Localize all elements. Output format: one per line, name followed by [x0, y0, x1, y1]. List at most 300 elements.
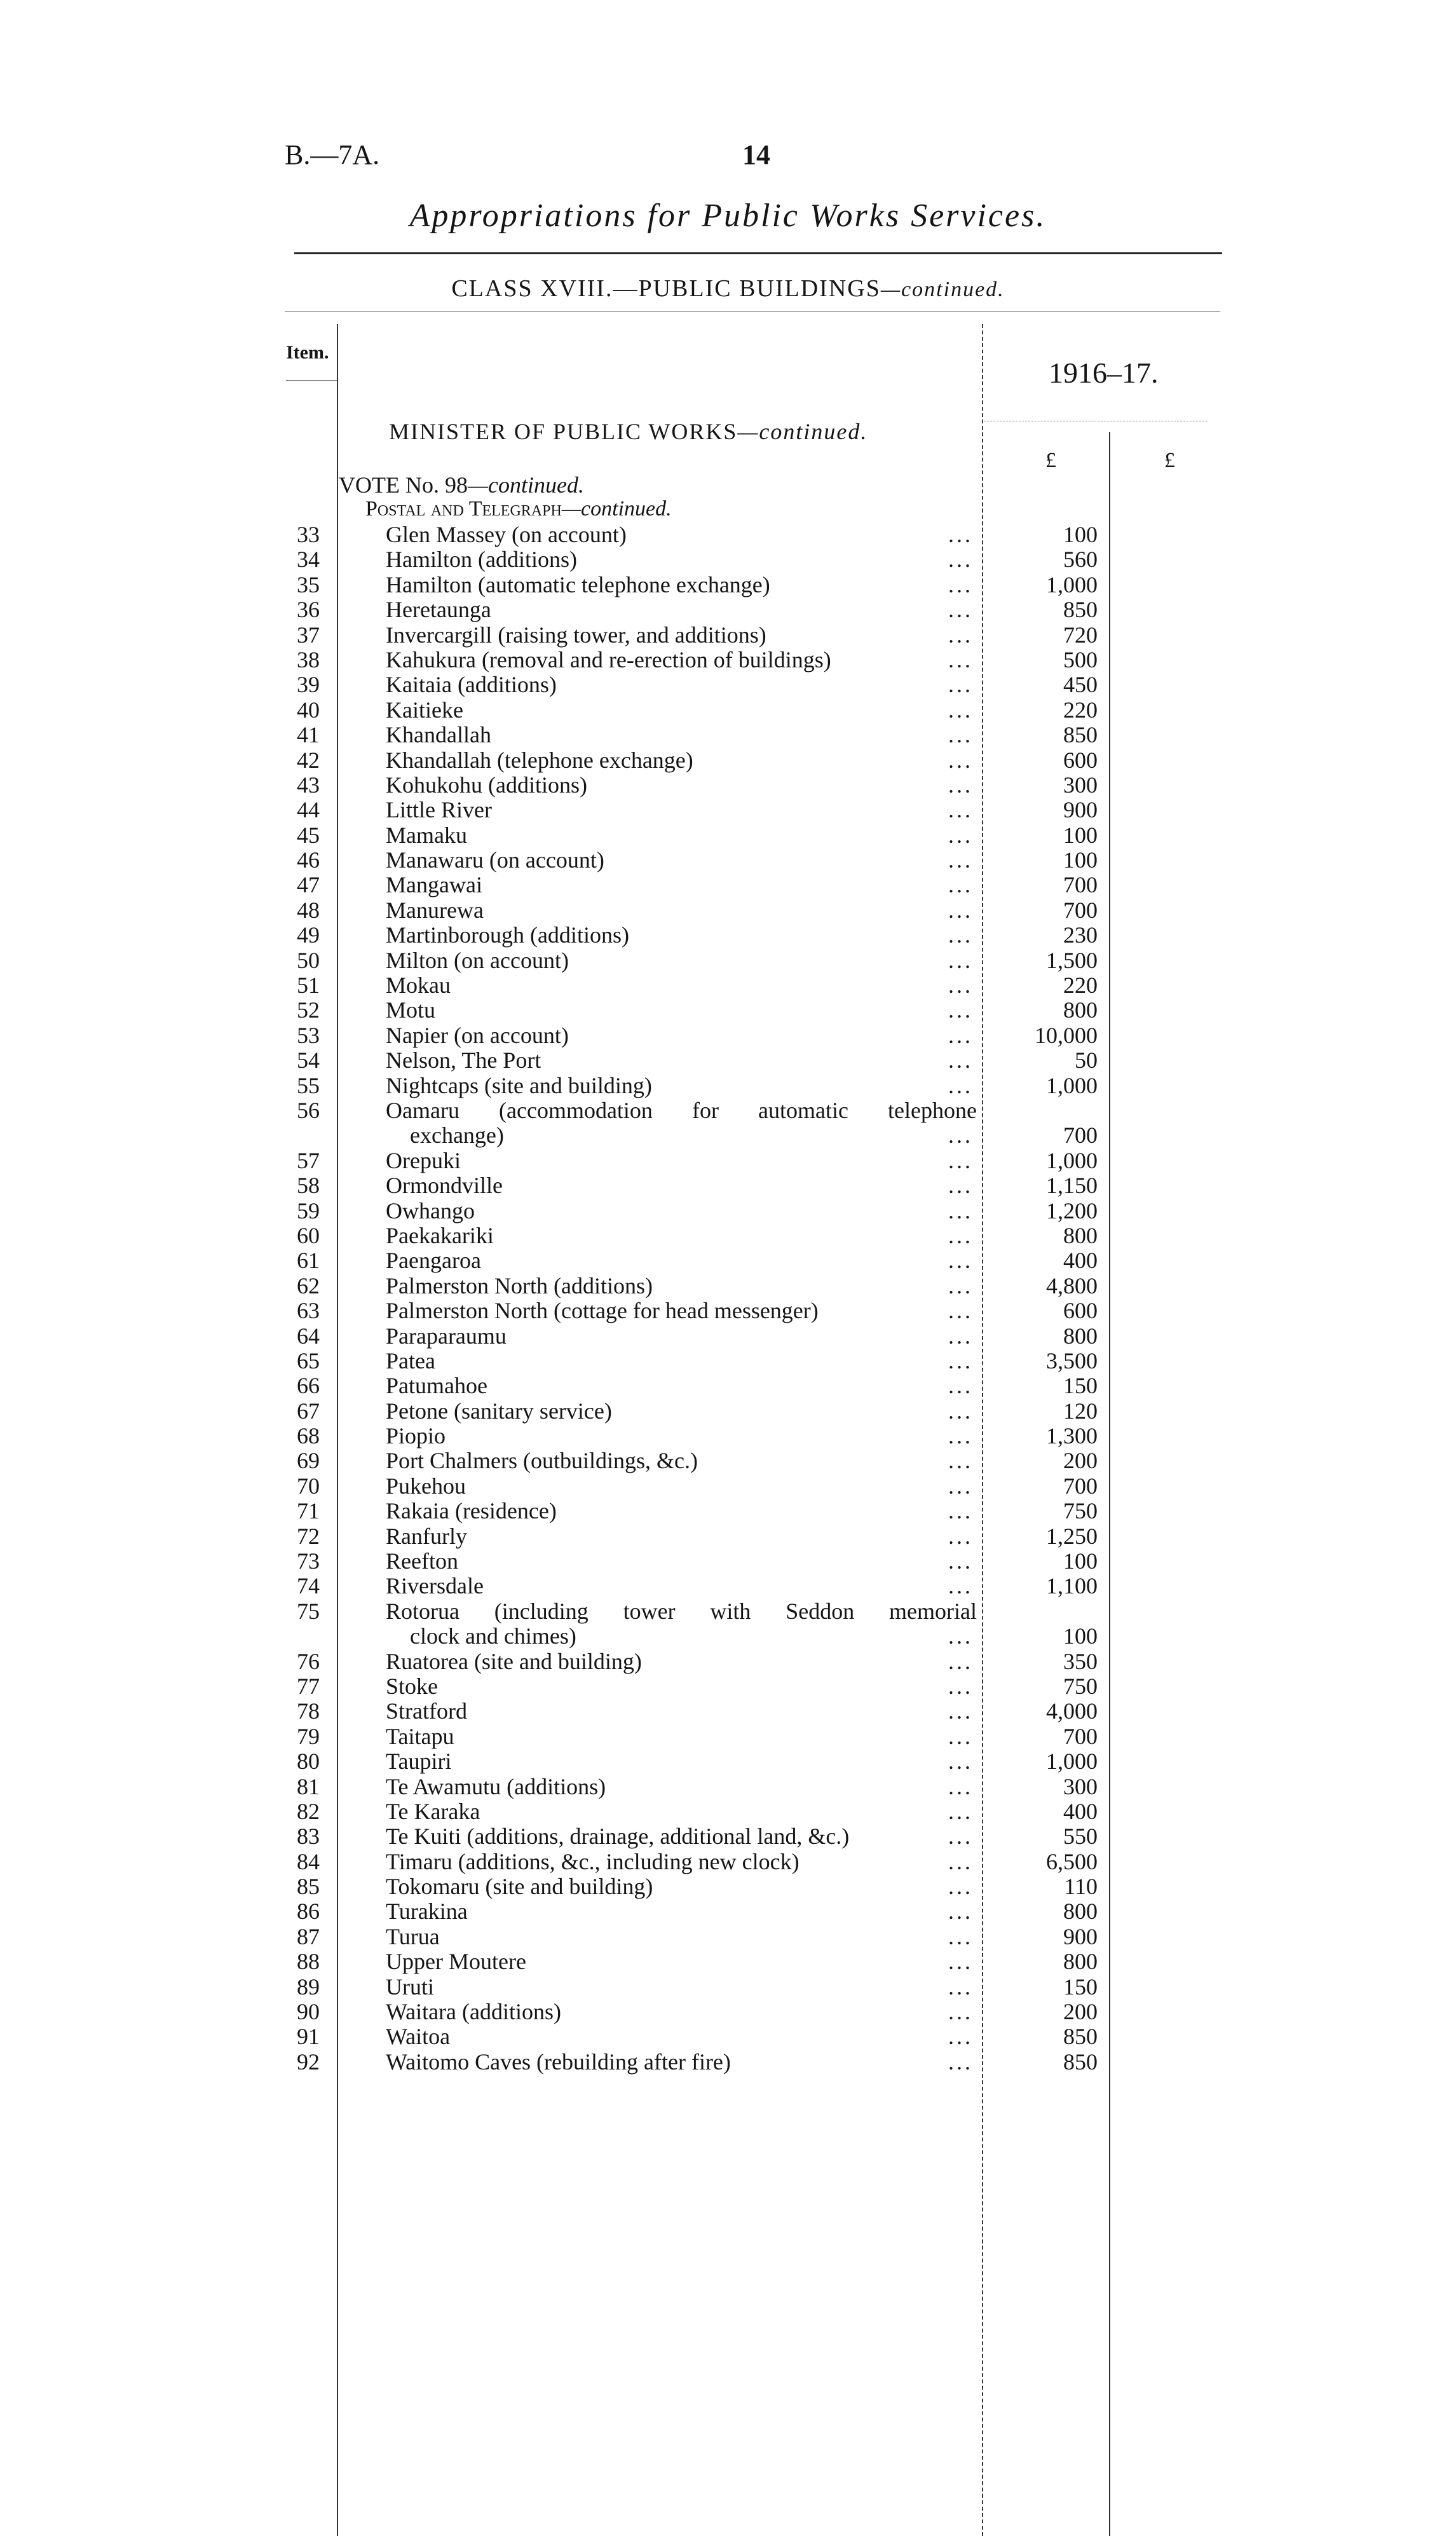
- item-description: Manurewa: [386, 897, 484, 923]
- item-amount: 100: [1063, 1548, 1098, 1574]
- item-amount: 150: [1063, 1373, 1098, 1399]
- table-row-continuation: [0, 1123, 1456, 1148]
- item-amount: 720: [1063, 622, 1098, 648]
- item-number: 83: [297, 1824, 320, 1850]
- item-description: Palmerston North (additions): [386, 1273, 653, 1299]
- item-number: 36: [297, 597, 320, 623]
- leader-dots: ...: [948, 1648, 973, 1674]
- item-amount: 1,250: [1046, 1523, 1098, 1549]
- item-amount: 150: [1063, 1974, 1098, 2000]
- item-description: Martinborough (additions): [386, 923, 629, 948]
- table-row: [0, 1524, 1456, 1549]
- leader-dots: ...: [948, 1523, 973, 1549]
- item-amount: 1,150: [1046, 1173, 1098, 1199]
- item-amount: 700: [1063, 1723, 1098, 1749]
- item-description: Waitomo Caves (rebuilding after fire): [386, 2049, 731, 2075]
- item-number: 66: [297, 1373, 320, 1399]
- document-reference: B.—7A.: [285, 139, 380, 170]
- item-amount: 450: [1063, 672, 1098, 698]
- table-row: [0, 998, 1456, 1023]
- item-amount: 100: [1063, 1623, 1098, 1649]
- item-number: 40: [297, 697, 320, 723]
- leader-dots: ...: [948, 1824, 973, 1850]
- item-number: 72: [297, 1523, 320, 1549]
- item-amount: 700: [1063, 1122, 1098, 1149]
- item-amount: 50: [1075, 1047, 1098, 1074]
- item-number: 81: [297, 1773, 320, 1799]
- leader-dots: ...: [948, 1147, 973, 1173]
- table-row: [0, 1599, 1456, 1624]
- item-number: 74: [297, 1573, 320, 1599]
- item-description: Upper Moutere: [386, 1949, 526, 1975]
- item-number: 35: [297, 571, 320, 597]
- item-description: Taitapu: [386, 1724, 454, 1749]
- leader-dots: ...: [948, 1448, 973, 1474]
- item-number: 44: [297, 797, 320, 823]
- leader-dots: ...: [948, 1923, 973, 1949]
- item-amount: 300: [1063, 772, 1098, 798]
- item-number: 90: [297, 1999, 320, 2025]
- page-title: Appropriations for Public Works Services.: [409, 198, 1047, 234]
- item-amount: 1,000: [1046, 1749, 1098, 1775]
- leader-dots: ...: [948, 1749, 973, 1775]
- leader-dots: ...: [948, 872, 973, 898]
- leader-dots: ...: [948, 772, 973, 798]
- item-number: 50: [297, 947, 320, 973]
- item-description: Stoke: [386, 1674, 439, 1699]
- item-amount: 400: [1063, 1798, 1098, 1824]
- item-amount: 200: [1063, 1448, 1098, 1474]
- item-number: 61: [297, 1248, 320, 1274]
- item-description: Waitara (additions): [386, 2000, 561, 2025]
- table-row: [0, 1324, 1456, 1349]
- item-amount: 1,000: [1046, 1147, 1098, 1173]
- leader-dots: ...: [948, 1798, 973, 1824]
- item-number: 60: [297, 1222, 320, 1248]
- table-row: [0, 823, 1456, 848]
- table-row: [0, 1775, 1456, 1799]
- table-row: [0, 2050, 1456, 2075]
- item-amount: 600: [1063, 1298, 1098, 1324]
- item-number: 76: [297, 1648, 320, 1674]
- table-row: [0, 2024, 1456, 2049]
- item-number: 43: [297, 772, 320, 798]
- item-number: 63: [297, 1298, 320, 1324]
- item-amount: 800: [1063, 1323, 1098, 1349]
- table-row: [0, 1149, 1456, 1173]
- table-row: [0, 798, 1456, 822]
- table-row: [0, 748, 1456, 773]
- item-amount: 10,000: [1035, 1022, 1098, 1048]
- table-row: [0, 1499, 1456, 1524]
- item-description: Waitoa: [386, 2024, 451, 2050]
- item-description: Pukehou: [386, 1473, 466, 1499]
- item-number: 33: [297, 522, 320, 547]
- item-number: 41: [297, 722, 320, 748]
- item-amount: 700: [1063, 872, 1098, 898]
- vote-heading-main: VOTE No. 98: [339, 472, 468, 498]
- item-amount: 850: [1063, 722, 1098, 748]
- item-number: 37: [297, 622, 320, 648]
- leader-dots: ...: [948, 1773, 973, 1799]
- leader-dots: ...: [948, 997, 973, 1023]
- appropriation-items-list: [0, 522, 1456, 2075]
- item-number: 89: [297, 1974, 320, 2000]
- item-description: Te Awamutu (additions): [386, 1774, 606, 1799]
- leader-dots: ...: [948, 947, 973, 973]
- table-row: [0, 1074, 1456, 1098]
- item-number: 49: [297, 922, 320, 948]
- item-description: Port Chalmers (outbuildings, &c.): [386, 1449, 698, 1474]
- item-amount: 1,100: [1046, 1573, 1098, 1599]
- item-number: 92: [297, 2049, 320, 2075]
- table-row: [0, 1874, 1456, 1899]
- item-amount: 100: [1063, 822, 1098, 848]
- leader-dots: ...: [948, 1723, 973, 1749]
- item-amount: 1,000: [1046, 571, 1098, 597]
- table-row: [0, 948, 1456, 973]
- leader-dots: ...: [948, 1197, 973, 1224]
- leader-dots: ...: [948, 1498, 973, 1524]
- item-description: Nelson, The Port: [386, 1048, 541, 1074]
- leader-dots: ...: [948, 1248, 973, 1274]
- item-number: 53: [297, 1022, 320, 1048]
- item-number: 75: [297, 1598, 320, 1624]
- item-amount: 800: [1063, 1899, 1098, 1925]
- table-row: [0, 1749, 1456, 1774]
- item-number: 70: [297, 1473, 320, 1499]
- item-amount: 1,500: [1046, 947, 1098, 973]
- leader-dots: ...: [948, 897, 973, 923]
- item-number: 79: [297, 1723, 320, 1749]
- item-number: 68: [297, 1423, 320, 1449]
- item-description: Ruatorea (site and building): [386, 1649, 642, 1674]
- item-description: Kaitieke: [386, 697, 463, 723]
- table-row: [0, 1449, 1456, 1473]
- vote-heading: [339, 472, 584, 498]
- item-amount: 230: [1063, 922, 1098, 948]
- item-amount: 700: [1063, 897, 1098, 923]
- item-number: 64: [297, 1323, 320, 1349]
- item-description: Milton (on account): [386, 948, 569, 973]
- item-amount: 560: [1063, 547, 1098, 573]
- item-number: 52: [297, 997, 320, 1023]
- item-number: 47: [297, 872, 320, 898]
- item-amount: 1,200: [1046, 1197, 1098, 1224]
- item-amount: 3,500: [1046, 1347, 1098, 1374]
- table-row: [0, 1899, 1456, 1924]
- item-amount: 1,000: [1046, 1072, 1098, 1098]
- leader-dots: ...: [948, 1899, 973, 1925]
- table-row: [0, 973, 1456, 998]
- leader-dots: ...: [948, 646, 973, 672]
- table-row: [0, 1674, 1456, 1699]
- leader-dots: ...: [948, 697, 973, 723]
- item-description: Ranfurly: [386, 1524, 467, 1549]
- item-amount: 6,500: [1046, 1848, 1098, 1874]
- leader-dots: ...: [948, 747, 973, 773]
- table-row: [0, 1824, 1456, 1849]
- table-row: [0, 1724, 1456, 1749]
- leader-dots: ...: [948, 1999, 973, 2025]
- item-description: Khandallah (telephone exchange): [386, 747, 693, 773]
- item-description: Patumahoe: [386, 1374, 487, 1399]
- leader-dots: ...: [948, 547, 973, 573]
- item-description: Mangawai: [386, 873, 482, 898]
- item-description-continued: clock and chimes): [410, 1624, 576, 1649]
- item-description-continued: exchange): [410, 1123, 504, 1149]
- item-number: 42: [297, 747, 320, 773]
- item-description: Motu: [386, 998, 436, 1023]
- item-description: Rakaia (residence): [386, 1499, 557, 1524]
- leader-dots: ...: [948, 1623, 973, 1649]
- leader-dots: ...: [948, 1173, 973, 1199]
- item-description: Rotorua (including tower with Seddon memorial: [386, 1599, 977, 1624]
- table-row: [0, 1949, 1456, 1974]
- leader-dots: ...: [948, 622, 973, 648]
- item-description: Patea: [386, 1348, 435, 1374]
- item-amount: 4,800: [1046, 1272, 1098, 1299]
- leader-dots: ...: [948, 1398, 973, 1424]
- item-description: Piopio: [386, 1424, 446, 1449]
- item-amount: 100: [1063, 847, 1098, 873]
- leader-dots: ...: [948, 922, 973, 948]
- item-number: 48: [297, 897, 320, 923]
- table-row: [0, 1048, 1456, 1073]
- table-row: [0, 1850, 1456, 1874]
- item-number: 56: [297, 1097, 320, 1123]
- item-number: 38: [297, 646, 320, 672]
- item-number: 57: [297, 1147, 320, 1173]
- leader-dots: ...: [948, 1072, 973, 1098]
- leader-dots: ...: [948, 1673, 973, 1699]
- leader-dots: ...: [948, 1874, 973, 1900]
- item-description: Nightcaps (site and building): [386, 1073, 652, 1098]
- leader-dots: ...: [948, 797, 973, 823]
- class-heading: [0, 275, 1456, 303]
- leader-dots: ...: [948, 722, 973, 748]
- item-description: Manawaru (on account): [386, 848, 604, 873]
- item-amount: 850: [1063, 597, 1098, 623]
- year-column-header: 1916–17.: [1049, 357, 1159, 389]
- item-number: 71: [297, 1498, 320, 1524]
- class-rule: [285, 311, 1220, 312]
- leader-dots: ...: [948, 822, 973, 848]
- item-description: Kohukohu (additions): [386, 772, 587, 798]
- item-description: Turua: [386, 1924, 440, 1949]
- table-row: [0, 1023, 1456, 1048]
- item-amount: 800: [1063, 997, 1098, 1023]
- leader-dots: ...: [948, 1298, 973, 1324]
- leader-dots: ...: [948, 672, 973, 698]
- table-row: [0, 1098, 1456, 1123]
- item-description: Mamaku: [386, 822, 467, 848]
- item-number: 39: [297, 672, 320, 698]
- item-amount: 900: [1063, 1923, 1098, 1949]
- item-number: 65: [297, 1347, 320, 1374]
- item-description: Hamilton (additions): [386, 547, 577, 573]
- leader-dots: ...: [948, 1347, 973, 1374]
- item-number: 55: [297, 1072, 320, 1098]
- table-row: [0, 1248, 1456, 1273]
- table-row: [0, 623, 1456, 648]
- item-description: Reefton: [386, 1549, 458, 1574]
- table-row: [0, 1224, 1456, 1248]
- leader-dots: ...: [948, 571, 973, 597]
- item-description: Khandallah: [386, 723, 491, 748]
- item-description: Petone (sanitary service): [386, 1398, 612, 1424]
- item-number: 82: [297, 1798, 320, 1824]
- leader-dots: ...: [948, 1573, 973, 1599]
- item-description: Owhango: [386, 1198, 475, 1224]
- leader-dots: ...: [948, 972, 973, 999]
- item-header-rule: [286, 380, 337, 381]
- leader-dots: ...: [948, 1047, 973, 1074]
- item-amount: 220: [1063, 697, 1098, 723]
- item-number: 73: [297, 1548, 320, 1574]
- minister-heading-suffix: —continued.: [737, 419, 868, 444]
- vote-heading-suffix: —continued.: [467, 472, 584, 498]
- item-amount: 900: [1063, 797, 1098, 823]
- table-row: [0, 923, 1456, 948]
- minister-heading: [389, 418, 867, 445]
- leader-dots: ...: [948, 1848, 973, 1874]
- table-row: [0, 1299, 1456, 1323]
- item-amount: 300: [1063, 1773, 1098, 1799]
- item-number: 51: [297, 972, 320, 999]
- table-row-continuation: [0, 1624, 1456, 1649]
- leader-dots: ...: [948, 847, 973, 873]
- table-row: [0, 1474, 1456, 1499]
- item-amount: 400: [1063, 1248, 1098, 1274]
- table-row: [0, 1424, 1456, 1449]
- item-description: Paraparaumu: [386, 1323, 507, 1349]
- item-number: 59: [297, 1197, 320, 1224]
- leader-dots: ...: [948, 597, 973, 623]
- table-row: [0, 1399, 1456, 1424]
- leader-dots: ...: [948, 1473, 973, 1499]
- item-column-header: Item.: [286, 342, 329, 363]
- title-rule: [294, 252, 1222, 254]
- table-row: [0, 848, 1456, 873]
- table-row: [0, 1173, 1456, 1198]
- leader-dots: ...: [948, 1323, 973, 1349]
- item-description: Turakina: [386, 1899, 468, 1925]
- table-row: [0, 1274, 1456, 1299]
- table-row: [0, 547, 1456, 572]
- item-number: 45: [297, 822, 320, 848]
- item-description: Ormondville: [386, 1173, 503, 1199]
- leader-dots: ...: [948, 2049, 973, 2075]
- leader-dots: ...: [948, 1698, 973, 1724]
- item-description: Little River: [386, 798, 492, 823]
- table-row: [0, 573, 1456, 597]
- item-amount: 600: [1063, 747, 1098, 773]
- item-amount: 800: [1063, 1222, 1098, 1248]
- item-number: 80: [297, 1749, 320, 1775]
- page-number: 14: [742, 139, 770, 170]
- leader-dots: ...: [948, 1272, 973, 1299]
- item-description: Stratford: [386, 1699, 467, 1724]
- item-number: 34: [297, 547, 320, 573]
- item-amount: 100: [1063, 522, 1098, 547]
- pound-symbol-amount-column: £: [1045, 449, 1056, 472]
- table-row: [0, 1374, 1456, 1398]
- item-amount: 850: [1063, 2049, 1098, 2075]
- leader-dots: ...: [948, 522, 973, 547]
- item-description: Hamilton (automatic telephone exchange): [386, 572, 770, 597]
- item-description: Glen Massey (on account): [386, 522, 627, 547]
- table-row: [0, 1925, 1456, 1949]
- item-amount: 200: [1063, 1999, 1098, 2025]
- item-description: Orepuki: [386, 1148, 461, 1173]
- item-description: Invercargill (raising tower, and additions): [386, 622, 766, 648]
- leader-dots: ...: [948, 1548, 973, 1574]
- table-row: [0, 1199, 1456, 1224]
- leader-dots: ...: [948, 1974, 973, 2000]
- table-row: [0, 2000, 1456, 2024]
- item-description: Te Kuiti (additions, drainage, additional land, &c.): [386, 1824, 850, 1850]
- table-row: [0, 1349, 1456, 1374]
- item-number: 77: [297, 1673, 320, 1699]
- item-number: 69: [297, 1448, 320, 1474]
- item-amount: 350: [1063, 1648, 1098, 1674]
- item-number: 85: [297, 1874, 320, 1900]
- item-description: Kaitaia (additions): [386, 672, 557, 698]
- leader-dots: ...: [948, 2024, 973, 2050]
- item-number: 62: [297, 1272, 320, 1299]
- table-row: [0, 1799, 1456, 1824]
- table-row: [0, 873, 1456, 897]
- item-number: 91: [297, 2024, 320, 2050]
- item-amount: 800: [1063, 1949, 1098, 1975]
- table-row: [0, 698, 1456, 723]
- item-amount: 700: [1063, 1473, 1098, 1499]
- item-amount: 1,300: [1046, 1423, 1098, 1449]
- table-row: [0, 723, 1456, 747]
- item-description: Timaru (additions, &c., including new clock): [386, 1849, 799, 1874]
- item-amount: 500: [1063, 646, 1098, 672]
- item-amount: 550: [1063, 1824, 1098, 1850]
- item-amount: 750: [1063, 1673, 1098, 1699]
- item-description: Te Karaka: [386, 1799, 480, 1824]
- item-number: 54: [297, 1047, 320, 1074]
- pound-symbol-total-column: £: [1164, 449, 1175, 472]
- table-row: [0, 522, 1456, 547]
- item-number: 67: [297, 1398, 320, 1424]
- item-amount: 4,000: [1046, 1698, 1098, 1724]
- item-number: 88: [297, 1949, 320, 1975]
- item-description: Napier (on account): [386, 1023, 569, 1048]
- table-row: [0, 648, 1456, 672]
- class-heading-main: CLASS XVIII.—PUBLIC BUILDINGS: [451, 275, 881, 302]
- item-amount: 750: [1063, 1498, 1098, 1524]
- item-number: 84: [297, 1848, 320, 1874]
- item-description: Uruti: [386, 1974, 434, 2000]
- item-number: 78: [297, 1698, 320, 1724]
- leader-dots: ...: [948, 1122, 973, 1149]
- item-number: 87: [297, 1923, 320, 1949]
- leader-dots: ...: [948, 1949, 973, 1975]
- item-description: Palmerston North (cottage for head messenger): [386, 1299, 819, 1324]
- item-amount: 120: [1063, 1398, 1098, 1424]
- item-description: Heretaunga: [386, 597, 491, 623]
- item-description: Oamaru (accommodation for automatic telephone: [386, 1098, 977, 1123]
- item-number: 46: [297, 847, 320, 873]
- item-amount: 220: [1063, 972, 1098, 999]
- item-description: Taupiri: [386, 1749, 452, 1775]
- item-number: 58: [297, 1173, 320, 1199]
